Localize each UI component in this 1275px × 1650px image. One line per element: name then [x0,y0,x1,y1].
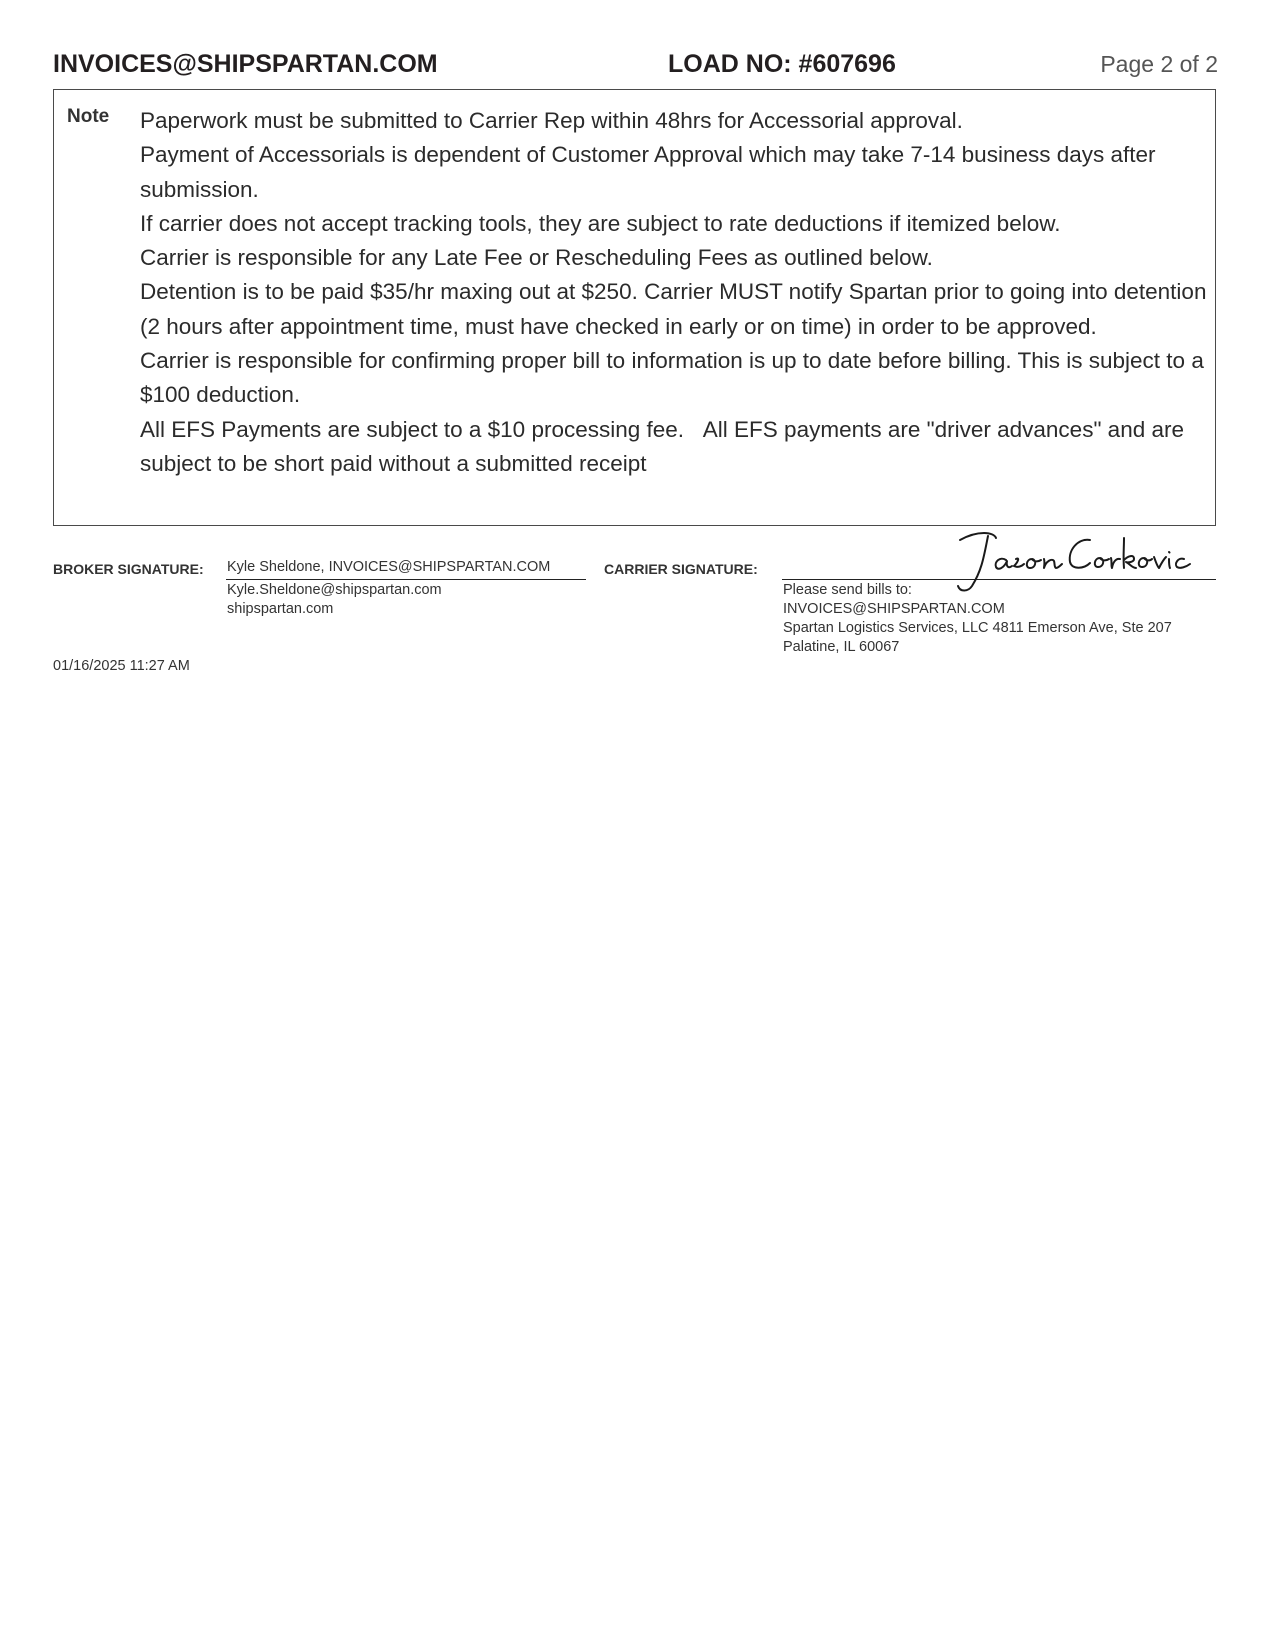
bills-address-line2: Palatine, IL 60067 [783,639,900,655]
bills-label: Please send bills to: [783,582,912,598]
page-indicator: Page 2 of 2 [1100,51,1218,77]
header-email: INVOICES@SHIPSPARTAN.COM [53,50,438,78]
broker-signature-line [226,579,586,580]
broker-signature-label: BROKER SIGNATURE: [53,561,204,577]
note-line: Carrier is responsible for any Late Fee or Rescheduling Fees as outlined below. [140,245,933,271]
carrier-signature-label: CARRIER SIGNATURE: [604,561,758,577]
load-number: LOAD NO: #607696 [668,50,896,78]
note-line: If carrier does not accept tracking tools, they are subject to rate deductions if itemized below. [140,210,1061,236]
note-line: Payment of Accessorials is dependent of Customer Approval which may take 7-14 business days after submission. [140,142,1156,202]
note-label: Note [67,106,110,127]
timestamp: 01/16/2025 11:27 AM [53,658,190,674]
note-line: Carrier is responsible for confirming proper bill to information is up to date before billing. This is subject to a $100 deduction. [140,348,1204,408]
note-lines [140,104,1210,481]
note-line: All EFS Payments are subject to a $10 processing fee. All EFS payments are "driver advances" and are subject to be short paid without a submitted receipt [140,416,1184,476]
broker-signature-name: Kyle Sheldone, INVOICES@SHIPSPARTAN.COM [227,559,551,575]
note-box [53,89,1216,526]
broker-email: Kyle.Sheldone@shipspartan.com [227,582,442,598]
broker-website: shipspartan.com [227,601,334,617]
note-line: Paperwork must be submitted to Carrier Rep within 48hrs for Accessorial approval. [140,108,963,133]
bills-email: INVOICES@SHIPSPARTAN.COM [783,601,1005,617]
carrier-signature-image [948,526,1208,596]
note-line: Detention is to be paid $35/hr maxing out at $250. Carrier MUST notify Spartan prior to going into detention (2 hours after appointment time, must have checked in early or on time) in order to be approved. [140,279,1207,339]
bills-address-line1: Spartan Logistics Services, LLC 4811 Emerson Ave, Ste 207 [783,620,1172,636]
